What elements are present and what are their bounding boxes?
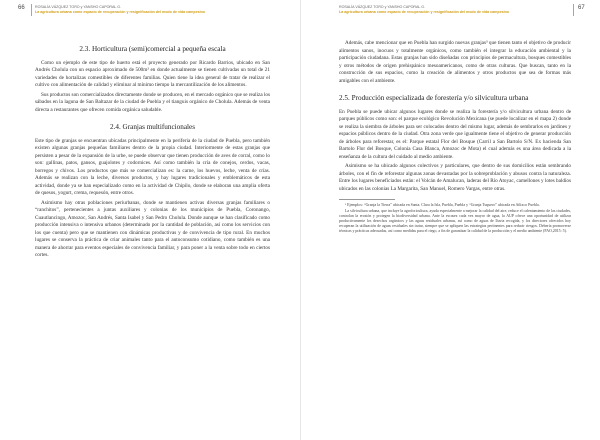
section-2-4-paragraph-1: Este tipo de granjas se encuentran ubicadas principalmente en la periferia de la ciudad de Puebla, pero también existen algunas granjas pequeñas familiares dentro de la propia ciudad. Interiormente de estas granjas que persisten a pesar de la expansión de la urbe, se puede observar que tienen producción de aves de corral, como lo son: gallinas, patos, gansos, guajolotes y codornices. Así como también la cría de conejos, cerdos, vacas, borregos y chivos. Los productos que más se comercializan es: la carne, los huevos, leche, venta de crías. Además se realizan con la leche, diversos productos, y hay lugares tradicionales y emblemáticos de esta actividad, donde ya se han especializado como en la actividad de Chipilo, donde se elaboran una amplia oferta de quesos, yogurt, crema, requesón, entre otros. [35, 137, 270, 196]
left-header-title: La agricultura urbana como espacio de recuperación y resignificación del modo de vida campesino [35, 9, 205, 14]
footnote-continuation: La silvicultura urbana, que incluye la agroforicultura, ayuda especialmente a mejorar la calidad del aire, reduce el calentamiento de las ciudades, controlan la erosión y protegen la biodiversidad urbana. Ante la escasez cada vez mayor de agua, la AUP ofrece una oportunidad de utilizar productivamente los desechos orgánicos y las aguas residuales urbanas, así como de aguas de lluvia recogida, y los directores ofrecidos hoy recuperan la utilización de aguas residuales sin tratar, siempre que se apliquen las estrategias pertinentes para reducir riesgos. Debería promoverse técnicas y prácticas adecuadas, así como medidas para el riego, a fin de garantizar la calidad de la producción y el medio ambiente (FAO,2015: 5). [339, 208, 571, 233]
section-2-3-paragraph-1: Como un ejemplo de este tipo de huerto está el proyecto generado por Ricardo Barrios, ubicado en San Andrés Cholula con un espacio aproximado de 500m² en donde actualmente se tienen cultivadas un total de 21 variedades de hortalizas comestibles de diferentes familias. Quien tiene la idea general de tratar de realizar el cultivo con alimentación de calidad y eliminar al mínimo tiempo la mercantilización de los alimentos. [35, 59, 270, 88]
right-header-title: La agricultura urbana como espacio de recuperación y resignificación del modo de vida campesino [339, 9, 509, 14]
section-heading-2-3: 2.3. Horticultura (semi)comercial a pequeña escala [79, 45, 226, 53]
section-heading-2-5: 2.5. Producción especializada de forestería y/o silvicultura urbana [339, 94, 529, 102]
right-intro-paragraph: Además, cabe mencionar que en Puebla han surgido nuevas granjas³ que tienen tanto el objetivo de producir alimentos sanos, inocuos y totalmente orgánicos, como también el integrar la educación ambiental y la participación ciudadana. Estas granjas han sido diseñadas con principios de permacultura, bosques comestibles y otros métodos de origen prehispánico mesoamericanos, como de otras culturas. Que buscan, tanto en la construcción de sus espacios, como la creación de alimentos y otros productos que sea de formas más amigables con el ambiente. [339, 40, 571, 84]
right-page [300, 0, 600, 440]
left-running-header [35, 5, 275, 21]
right-page-number: 67 [578, 5, 585, 11]
section-heading-2-4: 2.4. Granjas multifuncionales [109, 123, 196, 131]
right-header-authors: ROSALÍA VÁZQUEZ TORO y YANSHO CAPORAL G. [339, 5, 426, 9]
section-2-5-paragraph-1: En Puebla se puede ubicar algunos lugares donde se realiza la forestería y/o silvicultura urbana dentro de parques públicos como son: el parque ecológico Revolución Mexicana (se puede localizar en el mapa 2) donde se realiza la siembra de árboles para ser colocados dentro del mismo lugar, además de sembrarlos en jardines y espacios públicos dentro de la ciudad. Otra zona verde que igualmente tiene el objetivo de generar producción de árboles para reforestar, es el: Parque estatal Flor del Bosque (Carril a San Bartolo S/N. Ex hacienda San Bartolo Flor del Bosque, Colonia Casa Blanca, Amozoc de Mota) el cual además es una área dedicada a la enseñanza de la cultura del cuidado al medio ambiente. [339, 108, 571, 160]
right-header-divider [573, 4, 574, 16]
right-page-body [339, 40, 571, 234]
footnote-3: ³ Ejemplos: “Granja la Tierra” ubicada en Santa. Clara la Isla, Puebla, Puebla y “Granja Tuquero” ubicada en Atlixco Puebla. [345, 203, 540, 207]
footnote-rule [339, 199, 395, 200]
left-page-number: 66 [18, 5, 25, 11]
right-running-header [339, 5, 579, 21]
section-2-4-paragraph-2: Asimismo hay otras poblaciones periurbanas, donde se mantienen activas diversas granjas familiares o “ranchitos”, pertenecientes a juntas auxiliares y colonias de los municipios de Puebla, Coronango, Cuautlancingo, Amozoc, San Andrés, Santa Isabel y San Pedro Cholula. Donde aunque se han clasificado como producción intensiva o intensiva urbanos (determinado por la cantidad de población, así como los servicios con los que cuenta) pero que se mantienen con dinámicas productivas y de convivencia de tipo rural. En muchos lugares se conserva la práctica de criar animales tanto para el autoconsumo cotidiano, como también es una manera de ahorrar para eventos especiales de convivencia familiar, y para poner a la venta sobre todo en ciertos cortes. [35, 199, 270, 258]
left-header-authors: ROSALÍA VÁZQUEZ TORO y YANSHO CAPORAL G. [35, 5, 122, 9]
section-2-3-paragraph-2: Sus productos son comercializados directamente donde se producen, en el mercado orgánico que se realiza los sábados en la laguna de San Baltazar de la ciudad de Puebla y el tianguis orgánico de Cholula. Además de venta directa a restaurantes que ofrecen comida orgánica saludable. [35, 91, 270, 113]
left-header-divider [31, 4, 32, 16]
section-2-5-paragraph-2: Asimismo se ha ubicado algunos colectivos y particulares, que dentro de sus domicilios están sembrando árboles, con el fin de reforestar algunas zonas devastadas por la sobreproblación y abusos contra la naturaleza. Entre los lugares beneficiados están: el Volcán de Amalucan, laderas del Río Atoyac, camellones y lotes baldíos ubicados en las colonias La Margarita, San Manuel, Romero Vargas, entre otras. [339, 163, 571, 192]
left-page-body [35, 40, 270, 262]
footnotes [339, 203, 571, 233]
